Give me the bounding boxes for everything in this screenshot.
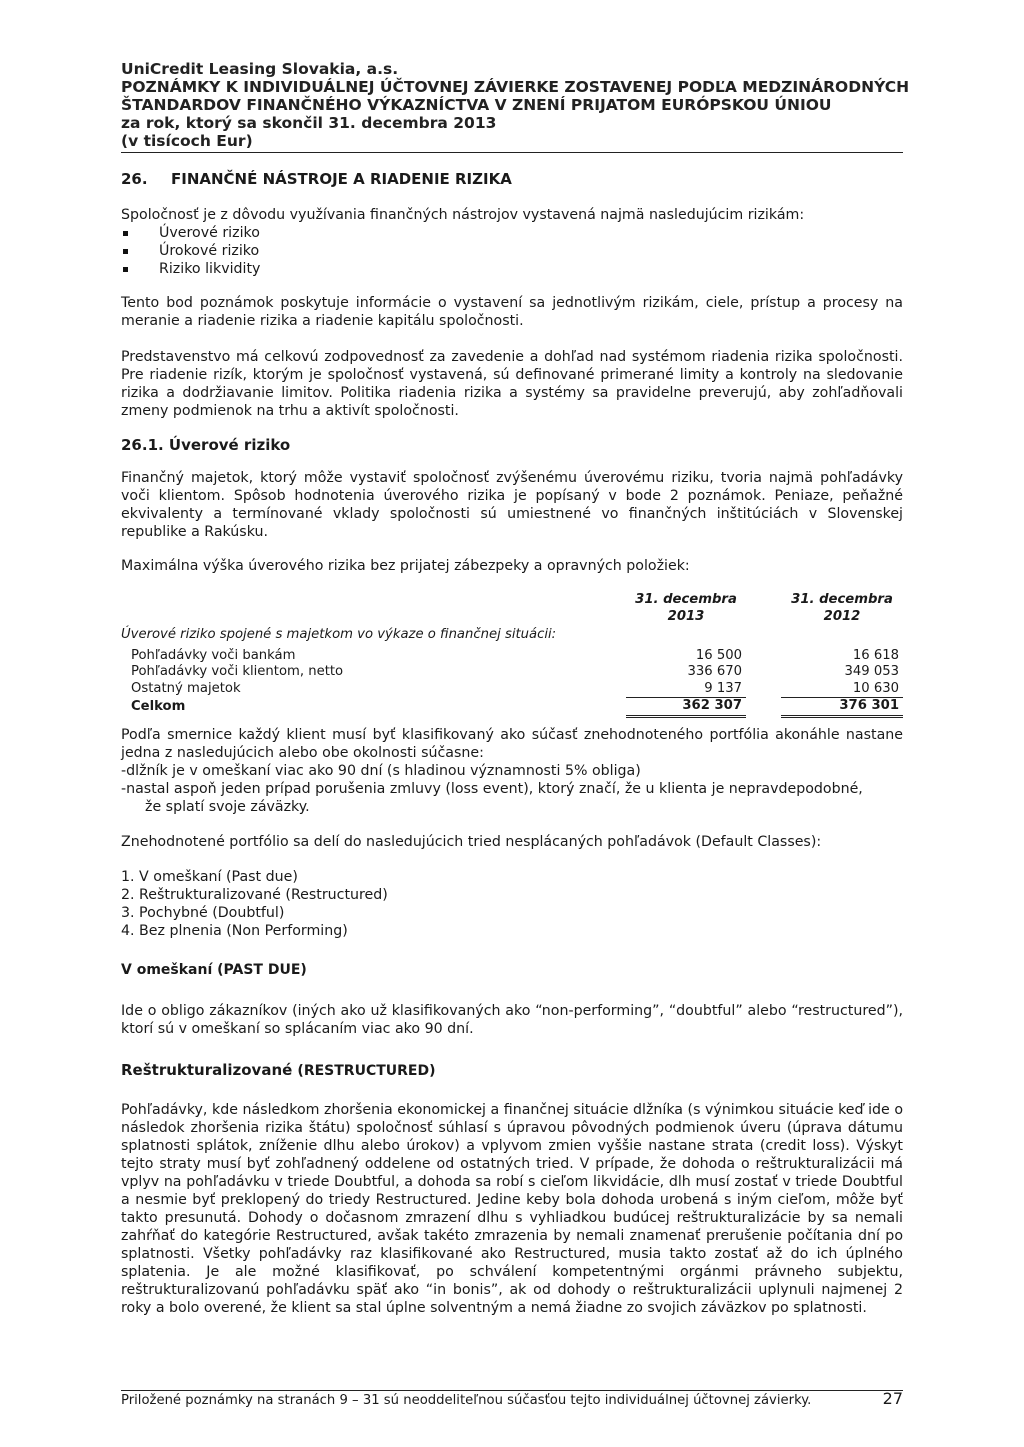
section-intro xyxy=(121,206,903,278)
footer-text: Priložené poznámky na stranách 9 – 31 sú neoddeliteľnou súčasťou tejto individuálnej účtovnej závierky. xyxy=(121,1393,812,1408)
table-total-row: Celkom 362 307 376 301 xyxy=(121,698,903,717)
impairment-rules xyxy=(121,726,903,816)
table-caption: Úverové riziko spojené s majetkom vo výkaze o finančnej situácii: xyxy=(121,627,557,642)
heading-past-due: V omeškaní (PAST DUE) xyxy=(121,962,307,978)
footer xyxy=(121,1389,903,1408)
section-para-2: Predstavenstvo má celkovú zodpovednosť za zavedenie a dohľad nad systémom riadenia rizika spoločnosti. Pre riadenie rizík, ktorým je spoločnosť vystavená, sú definované primerané limity a kontroly na sledovanie rizika a dodržiavanie limitov. Politika riadenia rizika a systémy sa pravidelne preverujú, aby zohľadňovali zmeny podmienok na trhu a aktivít spoločnosti. xyxy=(121,349,903,419)
risk-list xyxy=(121,224,903,278)
list-item: 4. Bez plnenia (Non Performing) xyxy=(121,923,348,939)
bullet-icon xyxy=(123,249,128,254)
section-title xyxy=(121,170,512,188)
section-title-text: FINANČNÉ NÁSTROJE A RIADENIE RIZIKA xyxy=(171,170,512,188)
list-item: 3. Pochybné (Doubtful) xyxy=(121,905,285,921)
page-number: 27 xyxy=(882,1389,903,1408)
condition-2: -nastal aspoň jeden prípad porušenia zmluvy (loss event), ktorý značí, že u klienta je nepravdepodobné, xyxy=(121,781,863,797)
table-caption-row xyxy=(121,625,903,648)
company-name: UniCredit Leasing Slovakia, a.s. xyxy=(121,60,399,78)
paragraph xyxy=(121,1002,903,1038)
column-header-2013: 31. decembra 2013 xyxy=(635,592,737,624)
table-row: Pohľadávky voči bankám 16 500 16 618 xyxy=(131,647,899,663)
list-item: 2. Reštrukturalizované (Restructured) xyxy=(121,887,388,903)
paragraph xyxy=(121,348,903,420)
section-para-1: Tento bod poznámok poskytuje informácie o vystavení sa jednotlivým rizikám, ciele, prístup a procesy na meranie a riadenie rizika a riadenie kapitálu spoločnosti. xyxy=(121,295,903,329)
paragraph xyxy=(121,1101,903,1317)
header-divider xyxy=(121,152,903,153)
paragraph xyxy=(121,469,903,541)
body-para-3: Podľa smernice každý klient musí byť klasifikovaný ako súčasť znehodnoteného portfólia akonáhle nastane jedna z nasledujúcich alebo obe okolnosti súčasne: xyxy=(121,727,903,761)
subsection-title: 26.1. Úverové riziko xyxy=(121,436,291,454)
footer-divider xyxy=(121,1390,903,1391)
condition-2-cont: že splatí svoje záväzky. xyxy=(145,799,310,815)
report-header xyxy=(121,60,910,150)
paragraph xyxy=(121,833,903,851)
table-header-row xyxy=(121,592,903,625)
bullet-icon xyxy=(123,267,128,272)
risk-item: Úverové riziko xyxy=(121,224,903,242)
list-item: 1. V omeškaní (Past due) xyxy=(121,869,298,885)
paragraph xyxy=(121,557,903,575)
heading-restructured: Reštrukturalizované (RESTRUCTURED) xyxy=(121,1061,436,1079)
credit-risk-table xyxy=(121,592,903,718)
section-number: 26. xyxy=(121,170,148,188)
table-row: Ostatný majetok 9 137 10 630 xyxy=(131,680,899,696)
header-line-3: ŠTANDARDOV FINANČNÉHO VÝKAZNÍCTVA V ZNENÍ PRIJATOM EURÓPSKOU ÚNIOU xyxy=(121,96,832,114)
header-line-2: POZNÁMKY K INDIVIDUÁLNEJ ÚČTOVNEJ ZÁVIERKE ZOSTAVENEJ PODĽA MEDZINÁRODNÝCH xyxy=(121,78,910,96)
paragraph xyxy=(121,294,903,330)
table-row: Pohľadávky voči klientom, netto 336 670 349 053 xyxy=(131,664,899,679)
default-classes-list xyxy=(121,868,903,940)
subsection-para-2: Maximálna výška úverového rizika bez prijatej zábezpeky a opravných položiek: xyxy=(121,558,690,574)
body-para-4: Znehodnotené portfólio sa delí do nasledujúcich tried nesplácaných pohľadávok (Default Classes): xyxy=(121,834,822,850)
subsection-para-1: Finančný majetok, ktorý môže vystaviť spoločnosť zvýšenému úverovému riziku, tvoria najmä pohľadávky voči klientom. Spôsob hodnotenia úverového rizika je popísaný v bode 2 poznámok. Peniaze, peňažné ekvivalenty a termínované vklady spoločnosti sú umiestnené vo finančných inštitúciách v Slovenskej republike a Rakúsku. xyxy=(121,470,903,540)
bullet-icon xyxy=(123,231,128,236)
header-currency: (v tisícoch Eur) xyxy=(121,132,253,150)
body-para-5: Ide o obligo zákazníkov (iných ako už klasifikovaných ako “non-performing”, “doubtful” alebo “restructured”), ktorí sú v omeškaní so splácaním viac ako 90 dní. xyxy=(121,1003,903,1037)
header-line-4: za rok, ktorý sa skončil 31. decembra 2013 xyxy=(121,114,497,132)
body-para-6: Pohľadávky, kde následkom zhoršenia ekonomickej a finančnej situácie dlžníka (s výnimkou situácie keď ide o následok zhoršenia rizika štátu) spoločnosť súhlasí s úpravou pôvodných podmienok úveru (úprava dátumu splatnosti splátok, zníženie dlhu alebo úrokov) a vplyvom zmien vyššie nastane strata (credit loss). Výskyt tejto straty musí byť zohľadnený oddelene od ostatných tried. V prípade, že dohoda o reštrukturalizácii má vplyv na pohľadávku v triede Doubtful, a dohoda sa robí s cieľom likvidácie, dlh musí zostať v triede Doubtful a nesmie byť preklopený do triedy Restructured. Jedine keby bola dohoda urobená s iným cieľom, môže byť takto presunutá. Dohody o dočasnom zmrazení dlhu s vyhliadkou budúcej reštrukturalizácie by sa nemali zahŕňať do kategórie Restructured, avšak takéto zmrazenia by nemali znamenať prerušenie počítania dní po splatnosti. Všetky pohľadávky raz klasifikované ako Restructured, musia takto zostať až do ich úplného splatenia. Je ale možné klasifikovať, po schválení kompetentnými orgánmi právneho subjektu, reštrukturalizovanú pohľadávku späť ako “in bonis”, ak od dohody o reštrukturalizácii uplynuli najmenej 2 roky a bolo overené, že klient sa stal úplne solventným a nemá žiadne zo svojich záväzkov po splatnosti. xyxy=(121,1102,903,1316)
intro-text: Spoločnosť je z dôvodu využívania finančných nástrojov vystavená najmä nasledujúcim rizikám: xyxy=(121,207,805,223)
column-header-2012: 31. decembra 2012 xyxy=(791,592,893,624)
risk-item: Riziko likvidity xyxy=(121,260,903,278)
condition-1: -dlžník je v omeškaní viac ako 90 dní (s hladinou významnosti 5% obliga) xyxy=(121,763,641,779)
risk-item: Úrokové riziko xyxy=(121,242,903,260)
